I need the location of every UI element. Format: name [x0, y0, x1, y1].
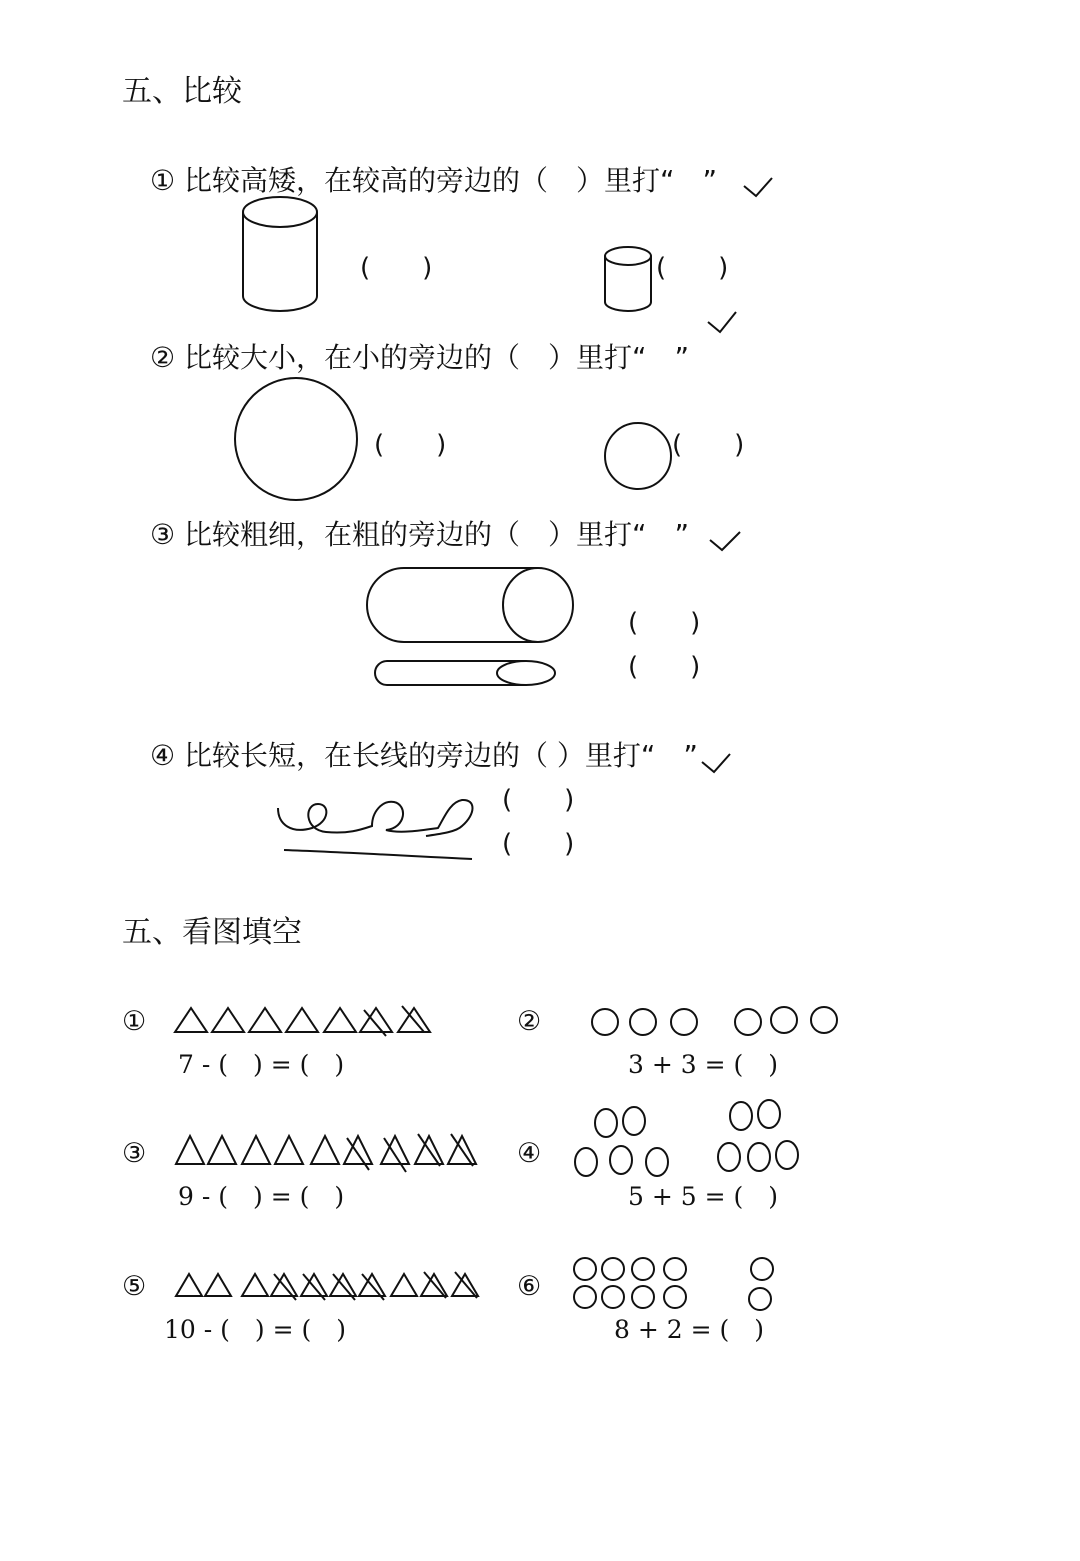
q4-answer-blank-straight[interactable]: ( ) [502, 829, 575, 859]
item-4-equation: 5 + 5 = ( ) [628, 1182, 779, 1211]
item-4-number: ④ [517, 1138, 542, 1169]
tall-cylinder [243, 197, 317, 311]
big-circle [235, 378, 357, 500]
item-5-triangles [176, 1272, 478, 1300]
item-3-number: ③ [122, 1138, 147, 1169]
checkmark-icon [710, 532, 740, 550]
question-1-text: ① 比较高矮，在较高的旁边的（ ）里打“ ” [150, 164, 718, 197]
item-1-number: ① [122, 1006, 147, 1037]
curly-line [278, 800, 473, 836]
checkmark-icon [708, 312, 736, 332]
section-title-compare: 五、比较 [122, 74, 242, 109]
item-6-circles [574, 1258, 773, 1310]
item-3-triangles [176, 1134, 476, 1172]
item-6-number: ⑥ [517, 1271, 542, 1302]
item-6-equation: 8 + 2 = ( ) [614, 1315, 765, 1344]
q2-answer-blank-small[interactable]: ( ) [672, 430, 745, 460]
question-2-text: ② 比较大小，在小的旁边的（ ）里打“ ” [150, 341, 690, 374]
item-5-equation: 10 - ( ) = ( ) [164, 1315, 347, 1344]
section-title-fill-in: 五、看图填空 [122, 915, 302, 950]
item-4-ovals [575, 1100, 798, 1176]
item-1-equation: 7 - ( ) = ( ) [178, 1050, 345, 1079]
item-5-number: ⑤ [122, 1271, 147, 1302]
checkmark-icon [702, 754, 730, 772]
small-circle [605, 423, 671, 489]
item-2-equation: 3 + 3 = ( ) [628, 1050, 779, 1079]
short-cylinder [605, 247, 651, 311]
q4-answer-blank-curly[interactable]: ( ) [502, 785, 575, 815]
item-2-number: ② [517, 1006, 542, 1037]
item-1-triangles [175, 1006, 430, 1036]
thin-cylinder [375, 661, 555, 685]
item-2-circles [592, 1007, 837, 1035]
thick-cylinder [367, 568, 573, 642]
q2-answer-blank-big[interactable]: ( ) [374, 430, 447, 460]
q3-answer-blank-thick[interactable]: ( ) [628, 608, 701, 638]
question-3-text: ③ 比较粗细，在粗的旁边的（ ）里打“ ” [150, 518, 690, 551]
checkmark-icon [744, 178, 772, 196]
q1-answer-blank-short[interactable]: ( ) [656, 253, 729, 283]
q3-answer-blank-thin[interactable]: ( ) [628, 652, 701, 682]
item-3-equation: 9 - ( ) = ( ) [178, 1182, 345, 1211]
question-4-text: ④ 比较长短，在长线的旁边的（ ）里打“ ” [150, 739, 698, 772]
q1-answer-blank-tall[interactable]: ( ) [360, 253, 433, 283]
straight-line [284, 850, 472, 859]
